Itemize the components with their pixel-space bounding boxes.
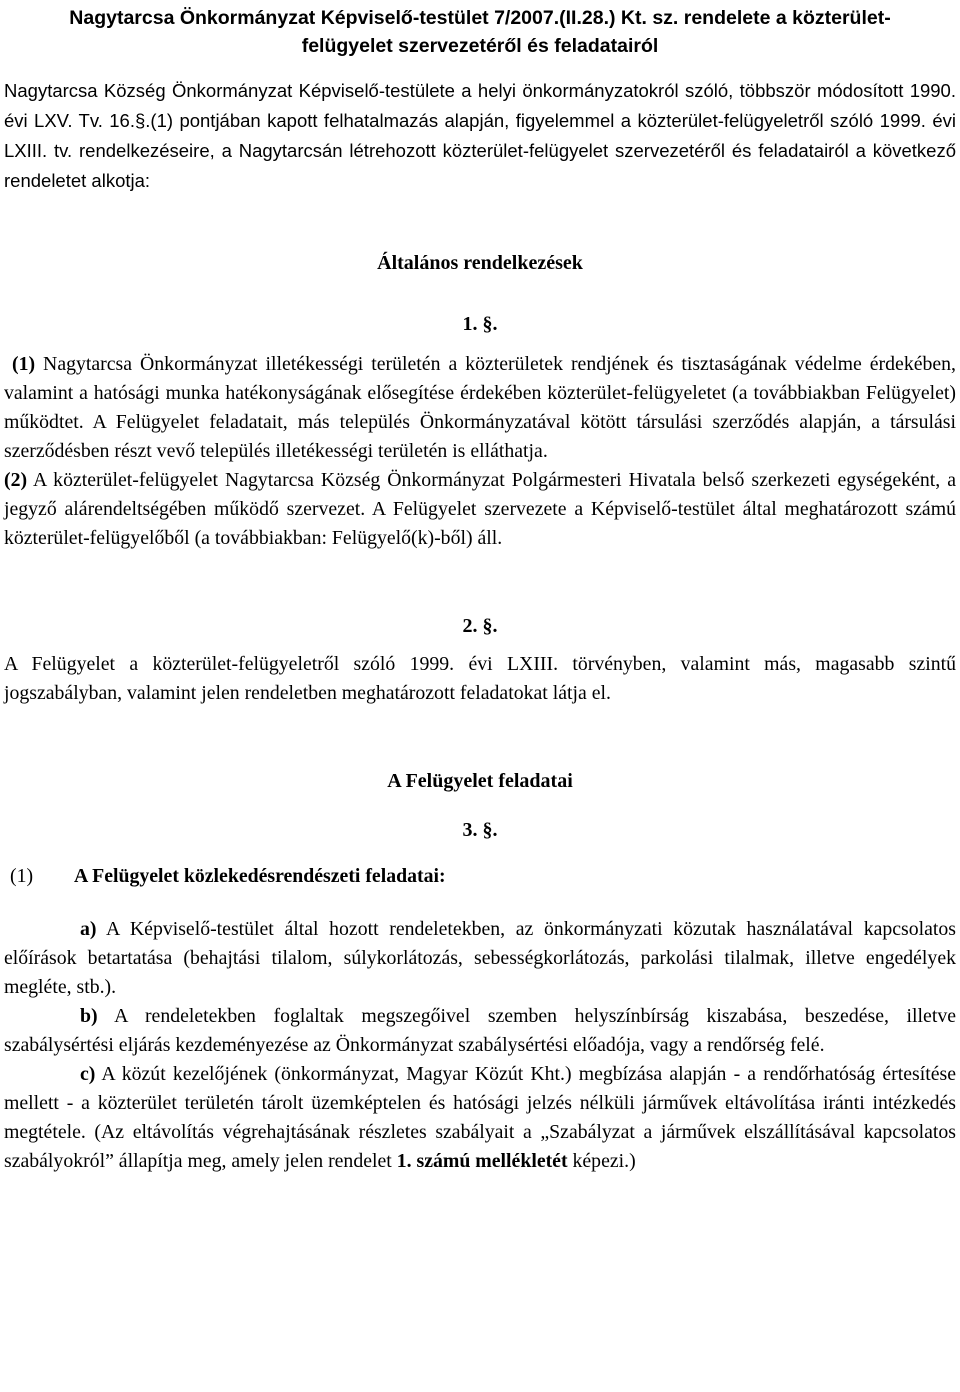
- paragraph-number-3: 3. §.: [462, 819, 498, 841]
- paragraph-1-1: [4, 350, 956, 466]
- paragraph-number-2: 2. §.: [462, 615, 498, 637]
- item-label: c): [80, 1063, 96, 1085]
- intro-paragraph: Nagytarcsa Község Önkormányzat Képviselő-testülete a helyi önkormányzatokról szóló, többször módosított 1990. évi LXV. Tv. 16.§.(1) pontjában kapott felhatalmazás alapján, figyelemmel a közterület-felügyeletről szóló 1999. évi LXIII. tv. rendelkezéseire, a Nagytarcsán létrehozott közterület-felügyelet szervezetéről és feladatairól a következő rendeletet alkotja:: [4, 80, 956, 191]
- annex-reference: 1. számú mellékletét: [396, 1150, 568, 1172]
- paragraph-3-1-heading: [4, 862, 956, 891]
- item-text: A Képviselő-testület által hozott rendeletekben, az önkormányzati közutak használatával kapcsolatos előírások betartatása (behajtási tilalom, súlykorlátozás, sebességkorlátozás, parkolási tilalmak, illetve engedélyek megléte, stb.).: [4, 918, 956, 998]
- subparagraph-label: (2): [4, 469, 28, 491]
- item-label: a): [80, 918, 97, 940]
- subparagraph-heading: A Felügyelet közlekedésrendészeti feladatai:: [74, 865, 446, 887]
- item-a: [4, 915, 956, 1002]
- item-c: [4, 1060, 956, 1176]
- paragraph-2: A Felügyelet a közterület-felügyeletről szóló 1999. évi LXIII. törvényben, valamint más, magasabb szintű jogszabályban, valamint jelen rendeletben meghatározott feladatokat látja el.: [4, 653, 956, 704]
- subparagraph-text: Nagytarcsa Önkormányzat illetékességi területén a közterületek rendjének és tisztaságának védelme érdekében, valamint a hatósági munka hatékonyságának elősegítése érdekében közterület-felügyeletet (a továbbiakban Felügyelet) működtet. A Felügyelet feladatait, más település Önkormányzatával kötött társulási szerződés alapján, a társulási szerződésben részt vevő település illetékességi területén is elláthatja.: [4, 353, 956, 462]
- item-text: A rendeletekben foglaltak megszegőivel szemben helyszínbírság kiszabása, beszedése, illetve szabálysértési eljárás kezdeményezése az Önkormányzat szabálysértési előadója, vagy a rendőrség felé.: [4, 1005, 956, 1056]
- subparagraph-label: (1): [12, 353, 36, 375]
- document-page: [4, 0, 956, 1176]
- section-heading-general: Általános rendelkezések: [377, 252, 583, 274]
- subparagraph-text: A közterület-felügyelet Nagytarcsa Község Önkormányzat Polgármesteri Hivatala belső szerkezeti egységeként, a jegyző alárendeltségében működő szervezet. A Felügyelet szervezete a Képviselő-testület által meghatározott számú közterület-felügyelőből (a továbbiakban: Felügyelő(k)-ből) áll.: [4, 469, 956, 549]
- item-text-end: képezi.): [567, 1150, 636, 1172]
- document-title: Nagytarcsa Önkormányzat Képviselő-testület 7/2007.(II.28.) Kt. sz. rendelete a közterület-felügyelet szervezetéről és feladatairól: [69, 7, 891, 57]
- subparagraph-label: (1): [10, 865, 34, 887]
- item-b: [4, 1002, 956, 1060]
- item-text: A közút kezelőjének (önkormányzat, Magyar Közút Kht.) megbízása alapján - a rendőrhatóság értesítése mellett - a közterület területén tárolt üzemképtelen és hatósági jelzés nélküli járművek eltávolítása iránti intézkedés megtétele. (Az eltávolítás végrehajtásának részletes szabályait a „Szabályzat a járművek elszállításával kapcsolatos szabályokról” állapítja meg, amely jelen rendelet: [4, 1063, 956, 1172]
- item-label: b): [80, 1005, 98, 1027]
- section-heading-tasks: A Felügyelet feladatai: [387, 770, 573, 792]
- paragraph-1-2: [4, 466, 956, 553]
- paragraph-number-1: 1. §.: [462, 313, 498, 335]
